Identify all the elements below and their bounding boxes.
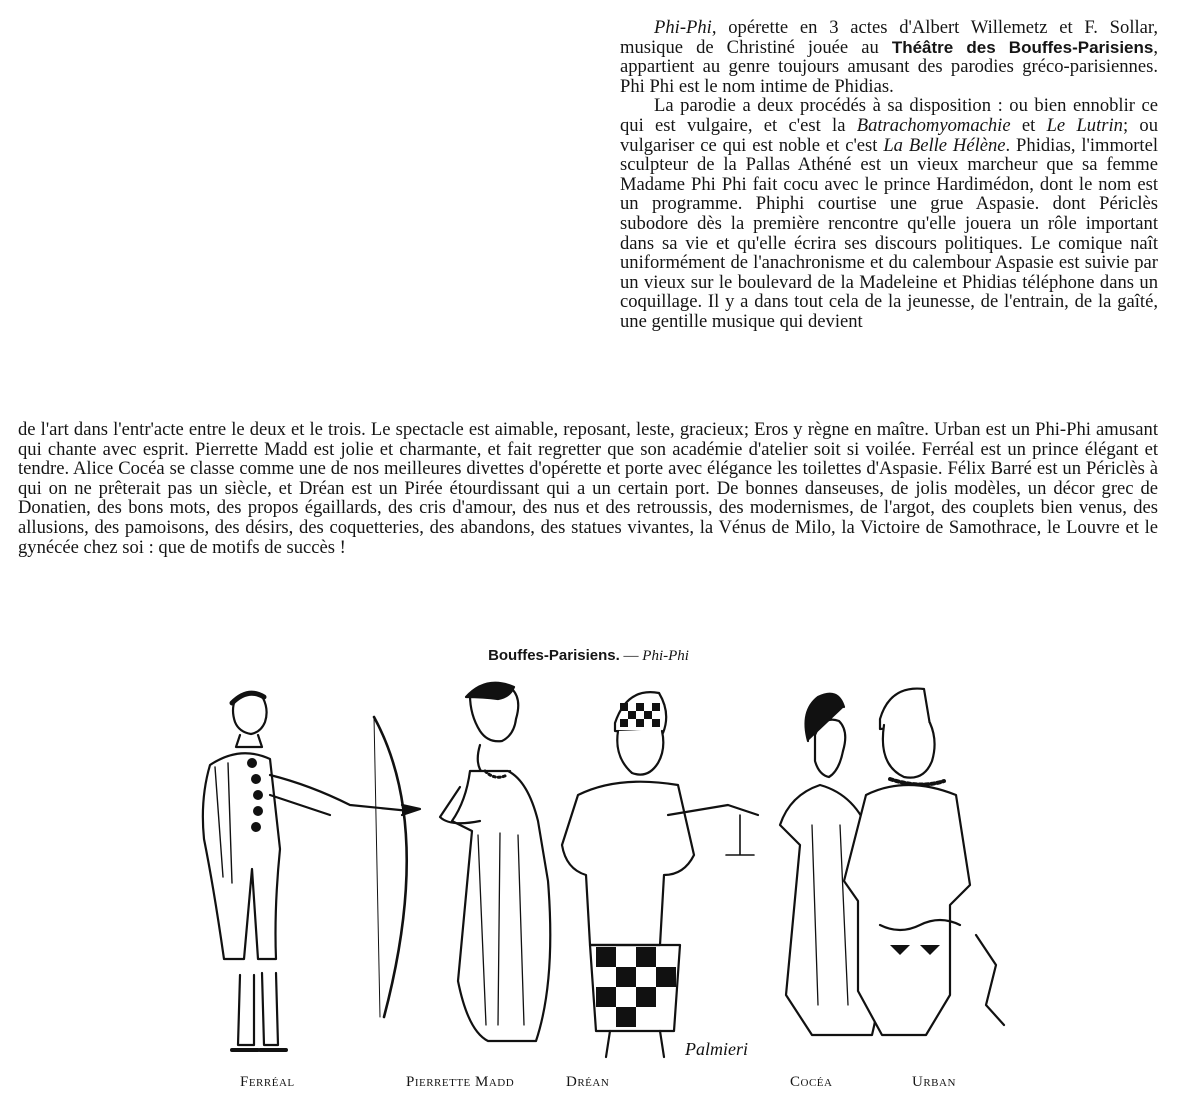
name-label: Urban bbox=[912, 1074, 956, 1090]
work-title: Batrachomyomachie bbox=[856, 114, 1011, 136]
article-column bbox=[620, 18, 1158, 332]
name-label: Pierrette Madd bbox=[406, 1074, 515, 1090]
paragraph-2-continued: de l'art dans l'entr'acte entre le deux et le trois. Le spectacle est aimable, reposant, leste, gracieux; Eros y règne en maître. Urban est un Phi-Phi amusant qui chante avec esprit. Pierrette Madd est jolie et charmante, et fait regretter que son académie d'atelier soit si voilée. Ferréal est un prince élégant et tendre. Alice Cocéa se classe comme une de nos meilleures divettes d'opérette et porte avec élégance les toilettes d'Aspasie. Félix Barré est un Périclès à qui on ne prêterait pas un siècle, et Dréan est un Pirée étourdissant qui a un certain port. De bonnes danseuses, de jolis modèles, un décor grec de Donatien, des bons mots, des propos égaillards, des cris d'amour, des nus et des retroussis, des modernismes, de l'argot, des couplets bien venus, des allusions, des pamoisons, des désirs, des coquetteries, des abandons, des statues vivantes, la Vénus de Milo, la Victoire de Samothrace, le Louvre et le gynécée chez soi : que de motifs de succès ! bbox=[18, 419, 1158, 558]
name-label: Cocéa bbox=[790, 1074, 833, 1090]
work-title: Le Lutrin bbox=[1046, 114, 1123, 136]
figure-drean bbox=[562, 692, 758, 1057]
illustration-caption: Bouffes-Parisiens. — Phi-Phi bbox=[488, 647, 689, 664]
figure-urban bbox=[844, 689, 1004, 1035]
name-label: Dréan bbox=[566, 1074, 610, 1090]
figure-pierrette-madd bbox=[440, 683, 550, 1041]
theatre-name: Théâtre des Bouffes-Parisiens bbox=[891, 37, 1154, 57]
caricature-illustration bbox=[140, 675, 1040, 1070]
paragraph-1: Phi-Phi, opérette en 3 actes d'Albert Willemetz et F. Sollar, musique de Christiné jouée au Théâtre des Bouffes-Parisiens, appartient au genre toujours amusant des parodies gréco-parisiennes. Phi Phi est le nom intime de Phidias. bbox=[620, 17, 1158, 97]
caption-subtitle: Phi-Phi bbox=[642, 648, 689, 664]
show-title: Phi-Phi bbox=[654, 17, 712, 38]
work-title: La Belle Hélène bbox=[883, 134, 1006, 156]
figure-ferreal bbox=[203, 693, 420, 1050]
paragraph-2: La parodie a deux procédés à sa disposition : ou bien ennoblir ce qui est vulgaire, et c'est la Batrachomyomachie et Le Lutrin; ou vulgariser ce qui est noble et c'est La Belle Hélène. Phidias, l'immortel sculpteur de la Pallas Athéné est un vieux marcheur que sa femme Madame Phi Phi fait cocu avec le prince Hardimédon, dont le nom est un programme. Phiphi courtise une grue Aspasie. dont Périclès subodore dès la première rencontre qu'elle jouera un rôle important dans sa vie et qu'elle écrira ses discours politiques. Le comique naît uniformément de l'anachronisme et du calembour Aspasie est suivie par un vieux sur le boulevard de la Madeleine et Phidias téléphone dans un coquillage. Il y a dans tout cela de la jeunesse, de l'entrain, de la gaîté, une gentille musique qui devient bbox=[620, 95, 1159, 332]
figure-name-labels bbox=[0, 1074, 1177, 1096]
artist-signature: Palmieri bbox=[685, 1039, 748, 1059]
caption-title: Bouffes-Parisiens. bbox=[488, 647, 620, 664]
name-label: Ferréal bbox=[240, 1074, 295, 1090]
